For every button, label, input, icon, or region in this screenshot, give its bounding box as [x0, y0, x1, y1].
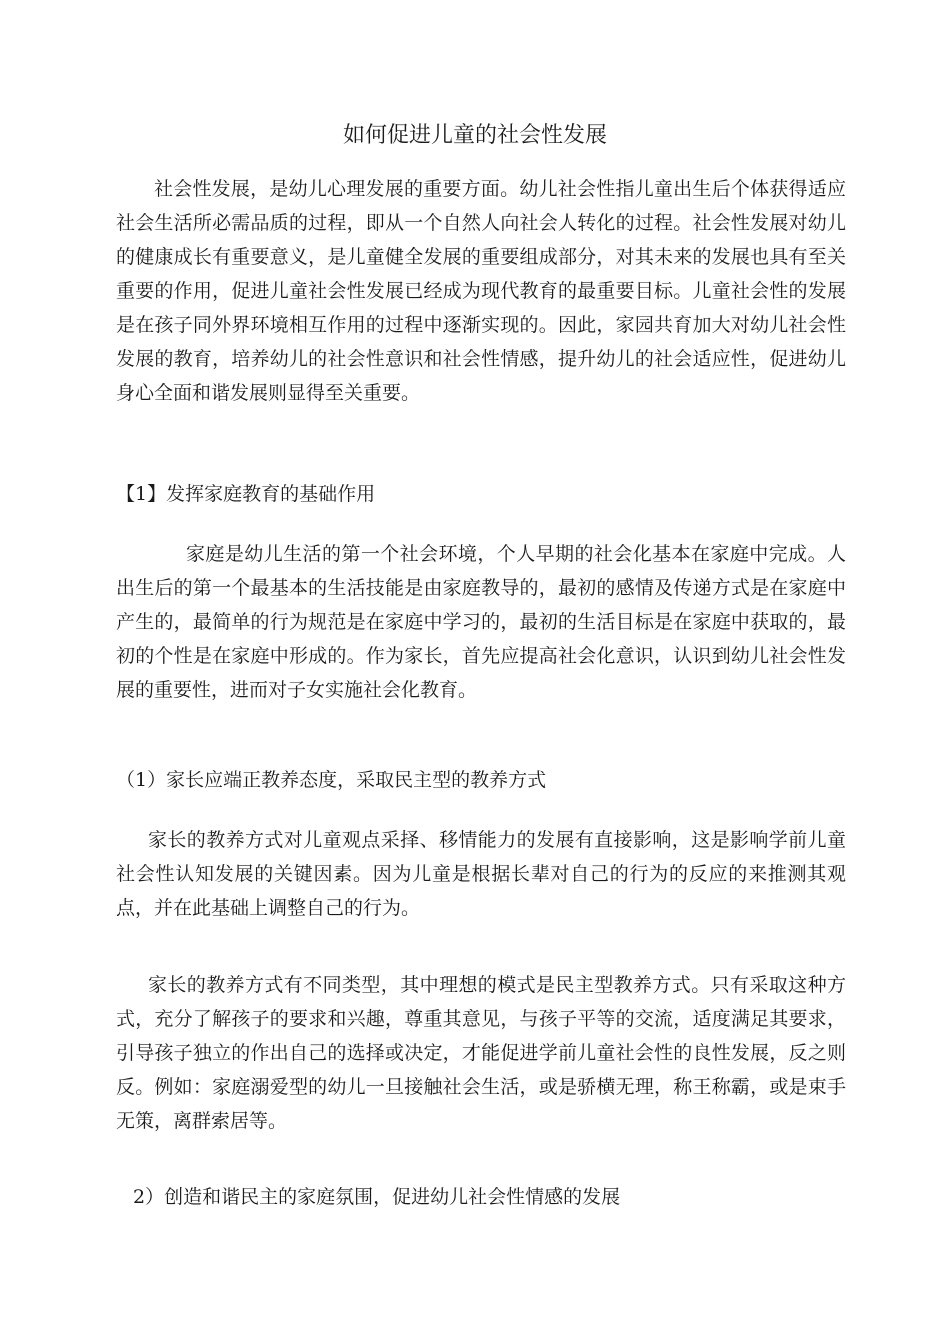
intro-paragraph: 社会性发展，是幼儿心理发展的重要方面。幼儿社会性指儿童出生后个体获得适应社会生活所必需品质的过程，即从一个自然人向社会人转化的过程。社会性发展对幼儿的健康成长有重要意义，是儿童健全发展的重要组成部分，对其未来的发展也具有至关重要的作用，促进儿童社会性发展已经成为现代教育的最重要目标。儿童社会性的发展是在孩子同外界环境相互作用的过程中逐渐实现的。因此，家园共育加大对幼儿社会性发展的教育，培养幼儿的社会性意识和社会性情感，提升幼儿的社会适应性，促进幼儿身心全面和谐发展则显得至关重要。	[116, 178, 846, 404]
document-title: 如何促进儿童的社会性发展	[342, 123, 607, 148]
section1-paragraph: 家庭是幼儿生活的第一个社会环境，个人早期的社会化基本在家庭中完成。人出生后的第一个最基本的生活技能是由家庭教导的，最初的感情及传递方式是在家庭中产生的，最简单的行为规范是在家庭中学习的，最初的生活目标是在家庭中获取的，最初的个性是在家庭中形成的。作为家长，首先应提高社会化意识，认识到幼儿社会性发展的重要性，进而对子女实施社会化教育。	[116, 543, 846, 701]
subsection-heading-parenting-style: （1）家长应端正教养态度，采取民主型的教养方式	[116, 769, 547, 791]
subsection1-paragraph-1: 家长的教养方式对儿童观点采择、移情能力的发展有直接影响，这是影响学前儿童社会性认知发展的关键因素。因为儿童是根据长辈对自己的行为的反应的来推测其观点，并在此基础上调整自己的行为。	[116, 829, 846, 919]
section-heading-family-education: 【1】发挥家庭教育的基础作用	[116, 483, 376, 505]
subsection1-paragraph-2: 家长的教养方式有不同类型，其中理想的模式是民主型教养方式。只有采取这种方式，充分了解孩子的要求和兴趣，尊重其意见，与孩子平等的交流，适度满足其要求，引导孩子独立的作出自己的选择或决定，才能促进学前儿童社会性的良性发展，反之则反。例如：家庭溺爱型的幼儿一旦接触社会生活，或是骄横无理，称王称霸，或是束手无策，离群索居等。	[116, 974, 846, 1132]
subsection-heading-family-atmosphere: 2）创造和谐民主的家庭氛围，促进幼儿社会性情感的发展	[133, 1186, 621, 1208]
